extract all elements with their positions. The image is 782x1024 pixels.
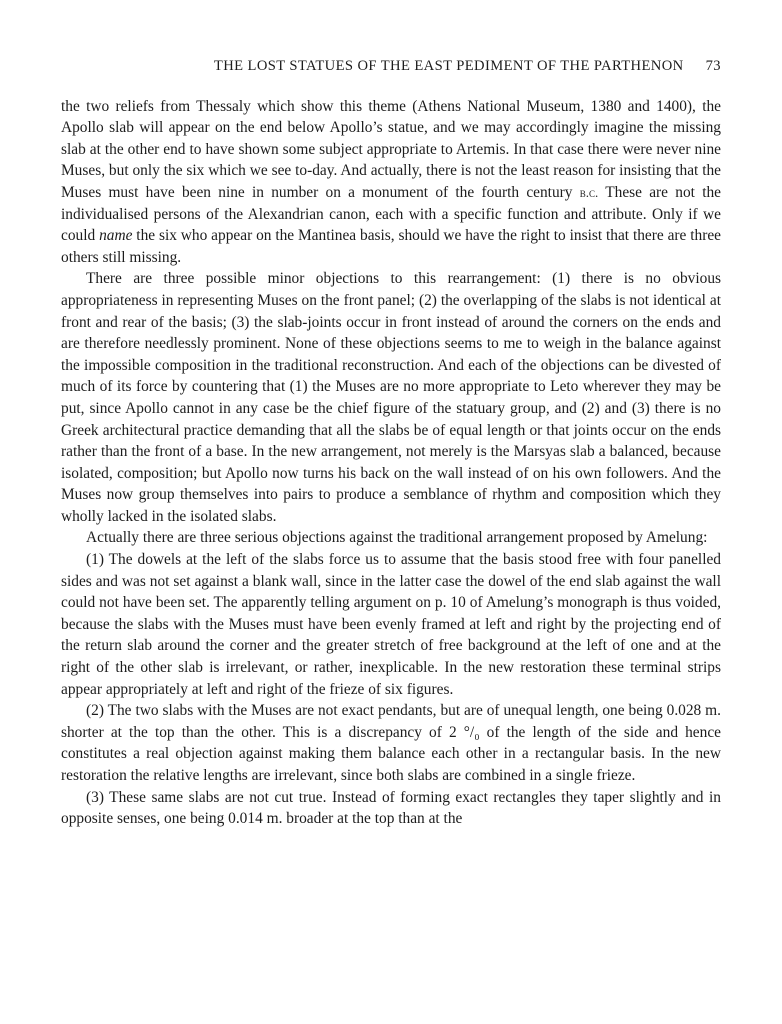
text-run: Actually there are three serious objections against the traditional arrangement proposed by Amelung: (86, 529, 708, 547)
document-page (61, 56, 721, 830)
text-run: (2) The two slabs with the Muses are not exact pendants, but are of unequal length, one being 0.028 m. shorter at the top than the other. This is a discrepancy of 2 °/₀ of the length of the side and hence constitutes a real objection against making them balance each other in a rectangular basis. In the new restoration the relative lengths are irrelevant, since both slabs are combined in a single frieze. (61, 702, 721, 784)
paragraph (61, 96, 721, 269)
running-header (61, 56, 721, 78)
text-run: There are three possible minor objections to this rearrangement: (1) there is no obvious appropriateness in representing Muses on the front panel; (2) the overlapping of the slabs is not identical at front and rear of the basis; (3) the slab-joints occur in front instead of around the corners on the ends and are therefore needlessly prominent. None of these objections seems to me to weigh in the balance against the impossible composition in the traditional reconstruction. And each of the objections can be divested of much of its force by countering that (1) the Muses are no more appropriate to Leto wherever they may be put, since Apollo cannot in any case be the chief figure of the statuary group, and (2) and (3) there is no Greek architectural practice demanding that all the slabs be of equal length or that joints occur on the ends rather than the front of a base. In the new arrangement, not merely is the Marsyas slab a balanced, because isolated, composition; but Apollo now turns his back on the wall instead of on his own followers. And the Muses now group themselves into pairs to produce a semblance of rhythm and composition which they wholly lacked in the isolated slabs. (61, 270, 721, 525)
paragraph (61, 787, 721, 830)
text-run: the six who appear on the Mantinea basis, should we have the right to insist that there are three others still missing. (61, 227, 721, 266)
paragraph (61, 268, 721, 527)
paragraph (61, 527, 721, 549)
text-run: These are not the individualised persons of the Alexandrian canon, each with a specific function and attribute. Only if we could (61, 183, 721, 245)
paragraph (61, 700, 721, 786)
text-run: (3) These same slabs are not cut true. Instead of forming exact rectangles they taper slightly and in opposite senses, one being 0.014 m. broader at the top than at the (61, 788, 721, 828)
small-caps-run: b.c. (579, 184, 599, 200)
italic-run: name (99, 227, 133, 245)
paragraph (61, 549, 721, 700)
text-run: the two reliefs from Thessaly which show this theme (Athens National Museum, 1380 and 1400), the Apollo slab will appear on the end below Apollo’s statue, and we may accordingly imagine the missing slab at the other end to have shown some subject appropriate to Artemis. In that case there were never nine Muses, but only the six which we see to-day. And actually, there is not the least reason for insisting that the Muses must have been nine in number on a monument of the fourth century (61, 97, 721, 201)
text-run: (1) The dowels at the left of the slabs force us to assume that the basis stood free with four panelled sides and was not set against a blank wall, since in the latter case the dowel of the end slab against the wall could not have been set. The apparently telling argument on p. 10 of Amelung’s monograph is thus voided, because the slabs with the Muses must have been evenly framed at left and right by the projecting end of the return slab around the corner and the greater stretch of free background at the left of one and at the right of the other slab is irrelevant, or rather, inexplicable. In the new restoration these terminal strips appear appropriately at left and right of the frieze of six figures. (61, 551, 721, 698)
page-number: 73 (705, 58, 721, 74)
running-title: THE LOST STATUES OF THE EAST PEDIMENT OF THE PARTHENON (213, 58, 684, 74)
